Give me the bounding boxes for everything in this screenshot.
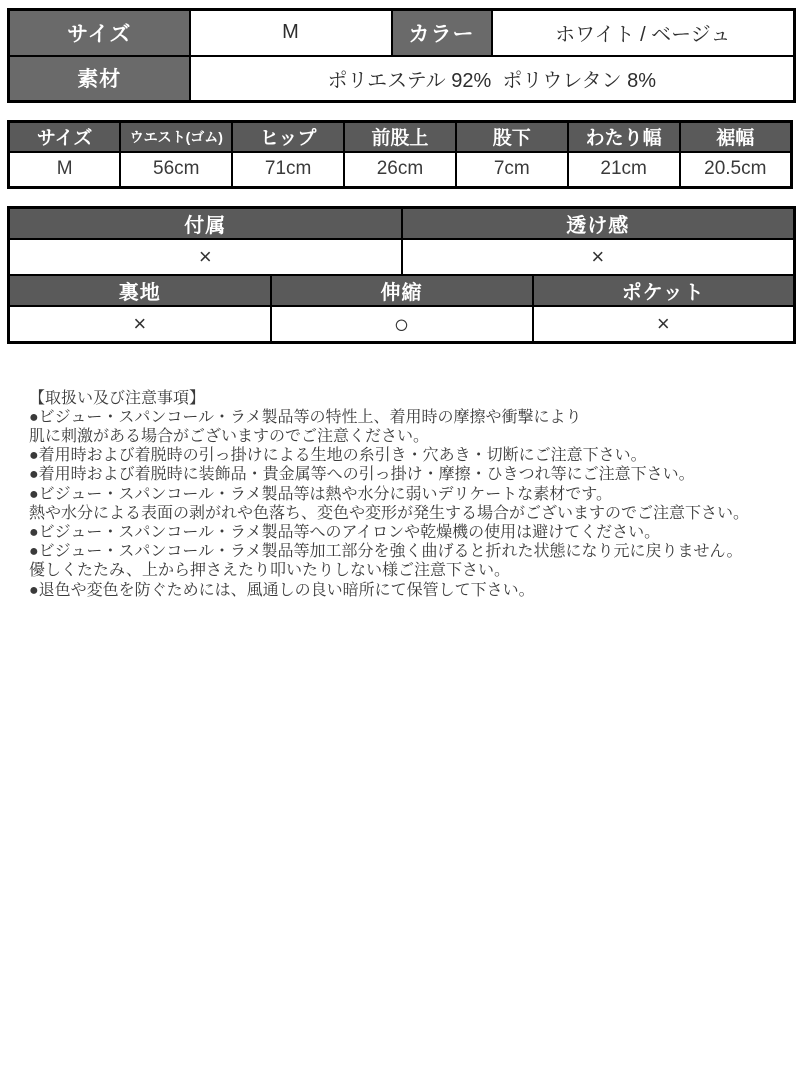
measurements-value-row bbox=[9, 152, 792, 188]
care-note-line: ●ビジュー・スパンコール・ラメ製品等へのアイロンや乾燥機の使用は避けてください。 bbox=[29, 523, 661, 541]
lining-value-cell: × bbox=[9, 306, 271, 342]
care-notes bbox=[29, 389, 789, 600]
care-note-line: 熱や水分による表面の剥がれや色落ち、変色や変形が発生する場合がございますのでご注意下さい。 bbox=[29, 504, 750, 522]
measurements-header-row bbox=[9, 122, 792, 152]
care-note-line: ●退色や変色を防ぐためには、風通しの良い暗所にて保管して下さい。 bbox=[29, 581, 535, 599]
measurement-value-size: M bbox=[9, 152, 121, 188]
sheerness-value-cell: × bbox=[402, 239, 795, 275]
stretch-value-cell: ○ bbox=[271, 306, 533, 342]
measurement-header-thigh-width: わたり幅 bbox=[568, 122, 680, 152]
measurement-value-waist: 56cm bbox=[120, 152, 232, 188]
care-note-line: ●ビジュー・スパンコール・ラメ製品等加工部分を強く曲げると折れた状態になり元に戻りません。 bbox=[29, 543, 743, 561]
size-value-cell: M bbox=[190, 10, 392, 56]
material-header-cell: 素材 bbox=[9, 56, 190, 102]
features-bottom-value-row bbox=[9, 306, 795, 342]
measurement-header-hip: ヒップ bbox=[232, 122, 344, 152]
measurement-header-hem-width: 裾幅 bbox=[680, 122, 792, 152]
care-note-line: ●着用時および着脱時に装飾品・貴金属等への引っ掛け・摩擦・ひきつれ等にご注意下さい。 bbox=[29, 466, 695, 484]
size-color-row bbox=[9, 10, 795, 56]
lining-header-cell: 裏地 bbox=[9, 275, 271, 306]
measurement-header-size: サイズ bbox=[9, 122, 121, 152]
features-table bbox=[7, 206, 796, 344]
care-notes-title: 【取扱い及び注意事項】 bbox=[29, 389, 206, 407]
features-top-value-row bbox=[9, 239, 795, 275]
measurement-value-hem-width: 20.5cm bbox=[680, 152, 792, 188]
features-top-header-row bbox=[9, 208, 795, 240]
measurement-header-inseam: 股下 bbox=[456, 122, 568, 152]
pocket-header-cell: ポケット bbox=[533, 275, 795, 306]
care-note-line: 優しくたたみ、上から押さえたり叩いたりしない様ご注意下さい。 bbox=[29, 562, 510, 580]
care-note-line: 肌に刺激がある場合がございますのでご注意ください。 bbox=[29, 427, 430, 445]
color-header-cell: カラー bbox=[392, 10, 492, 56]
care-note-line: ●着用時および着脱時の引っ掛けによる生地の糸引き・穴あき・切断にご注意下さい。 bbox=[29, 447, 647, 465]
care-note-line: ●ビジュー・スパンコール・ラメ製品等は熱や水分に弱いデリケートな素材です。 bbox=[29, 485, 612, 503]
accessories-value-cell: × bbox=[9, 239, 402, 275]
pocket-value-cell: × bbox=[533, 306, 795, 342]
material-value-cell: ポリエステル 92% ポリウレタン 8% bbox=[190, 56, 795, 102]
material-row bbox=[9, 56, 795, 102]
sheerness-header-cell: 透け感 bbox=[402, 208, 795, 240]
measurement-header-waist: ウエスト(ゴム) bbox=[120, 122, 232, 152]
measurement-value-thigh-width: 21cm bbox=[568, 152, 680, 188]
measurements-table bbox=[7, 120, 793, 189]
stretch-header-cell: 伸縮 bbox=[271, 275, 533, 306]
measurement-value-hip: 71cm bbox=[232, 152, 344, 188]
measurement-value-inseam: 7cm bbox=[456, 152, 568, 188]
care-note-line: ●ビジュー・スパンコール・ラメ製品等の特性上、着用時の摩擦や衝撃により bbox=[29, 408, 582, 426]
size-color-material-table bbox=[7, 8, 796, 103]
features-bottom-header-row bbox=[9, 275, 795, 306]
size-header-cell: サイズ bbox=[9, 10, 190, 56]
accessories-header-cell: 付属 bbox=[9, 208, 402, 240]
measurement-value-front-rise: 26cm bbox=[344, 152, 456, 188]
color-value-cell: ホワイト / ベージュ bbox=[492, 10, 795, 56]
measurement-header-front-rise: 前股上 bbox=[344, 122, 456, 152]
